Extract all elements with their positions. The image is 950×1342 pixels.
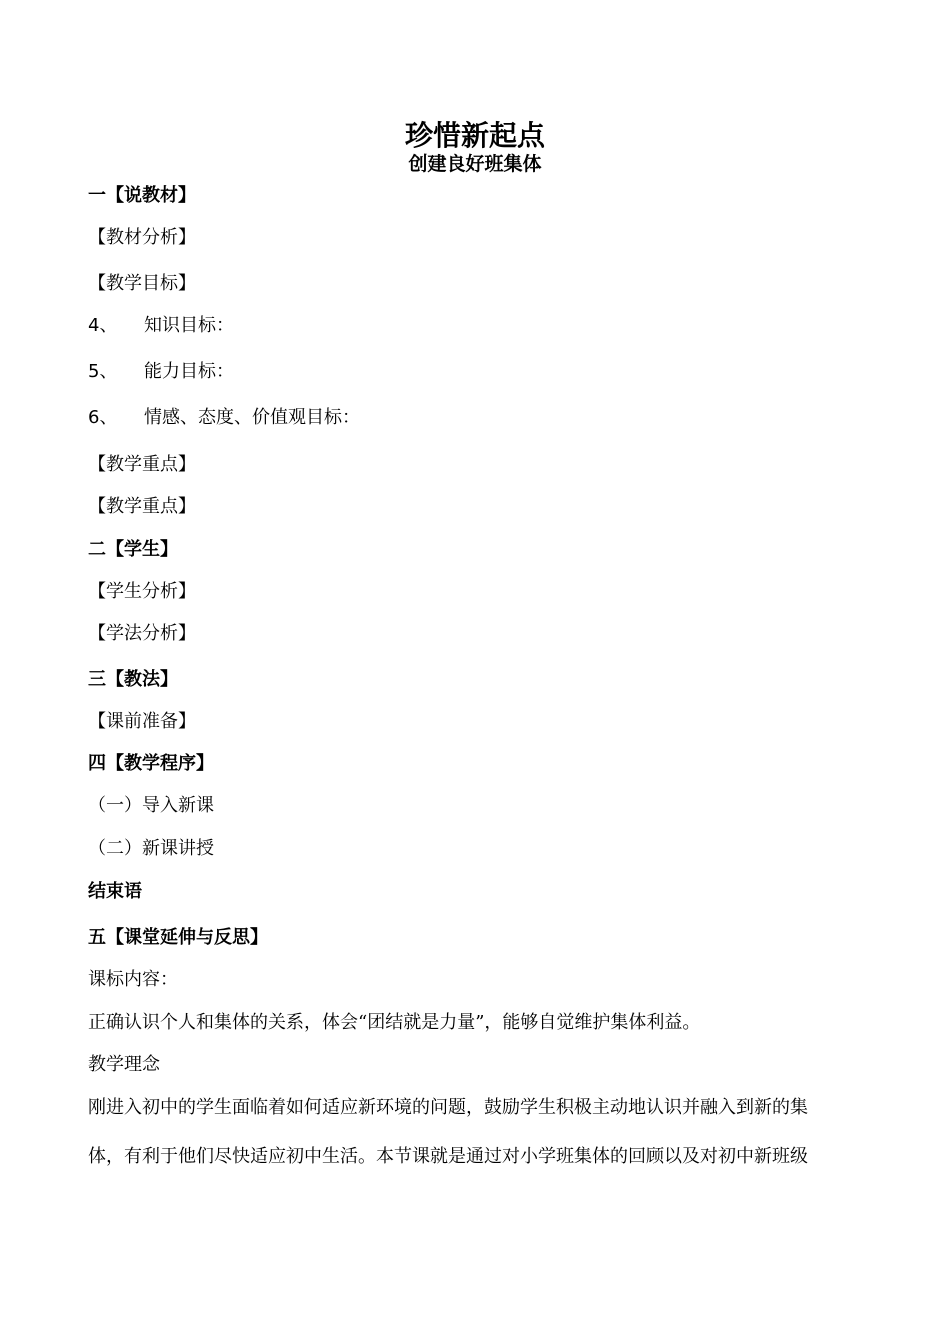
standard-text: 正确认识个人和集体的关系，体会“团结就是力量”，能够自觉维护集体利益。 [88,1012,701,1033]
concept-paragraph-line: 刚进入初中的学生面临着如何适应新环境的问题，鼓励学生积极主动地认识并融入到新的集 [88,1097,808,1118]
goal-number: 5、 [88,361,118,382]
goal-number: 4、 [88,315,118,336]
goal-item [88,314,234,338]
goal-text: 情感、态度、价值观目标： [144,407,360,428]
student-analysis-label: 【学生分析】 [88,581,196,602]
section-heading-material: 一【说教材】 [88,185,196,206]
section-heading-reflection: 五【课堂延伸与反思】 [88,927,268,948]
section-heading-methods: 三【教法】 [88,669,178,690]
key-point-label: 【教学重点】 [88,454,196,475]
closing-heading: 结束语 [88,881,142,902]
document-title: 珍惜新起点 [404,119,545,152]
teaching-goals-label: 【教学目标】 [88,273,196,294]
goal-item [88,360,234,384]
procedure-step: （二）新课讲授 [88,838,214,859]
goal-number: 6、 [88,407,118,428]
key-point-label-2: 【教学重点】 [88,496,196,517]
document-subtitle: 创建良好班集体 [408,153,542,175]
section-heading-students: 二【学生】 [88,539,178,560]
goal-text: 知识目标： [144,315,234,336]
standard-label: 课标内容： [88,969,178,990]
preparation-label: 【课前准备】 [88,711,196,732]
goal-item [88,406,360,430]
material-analysis-label: 【教材分析】 [88,227,196,248]
goal-text: 能力目标： [144,361,234,382]
procedure-step: （一）导入新课 [88,795,214,816]
section-heading-procedure: 四【教学程序】 [88,753,214,774]
concept-label: 教学理念 [88,1054,160,1075]
concept-paragraph-line: 体，有利于他们尽快适应初中生活。本节课就是通过对小学班集体的回顾以及对初中新班级 [88,1146,808,1167]
method-analysis-label: 【学法分析】 [88,623,196,644]
